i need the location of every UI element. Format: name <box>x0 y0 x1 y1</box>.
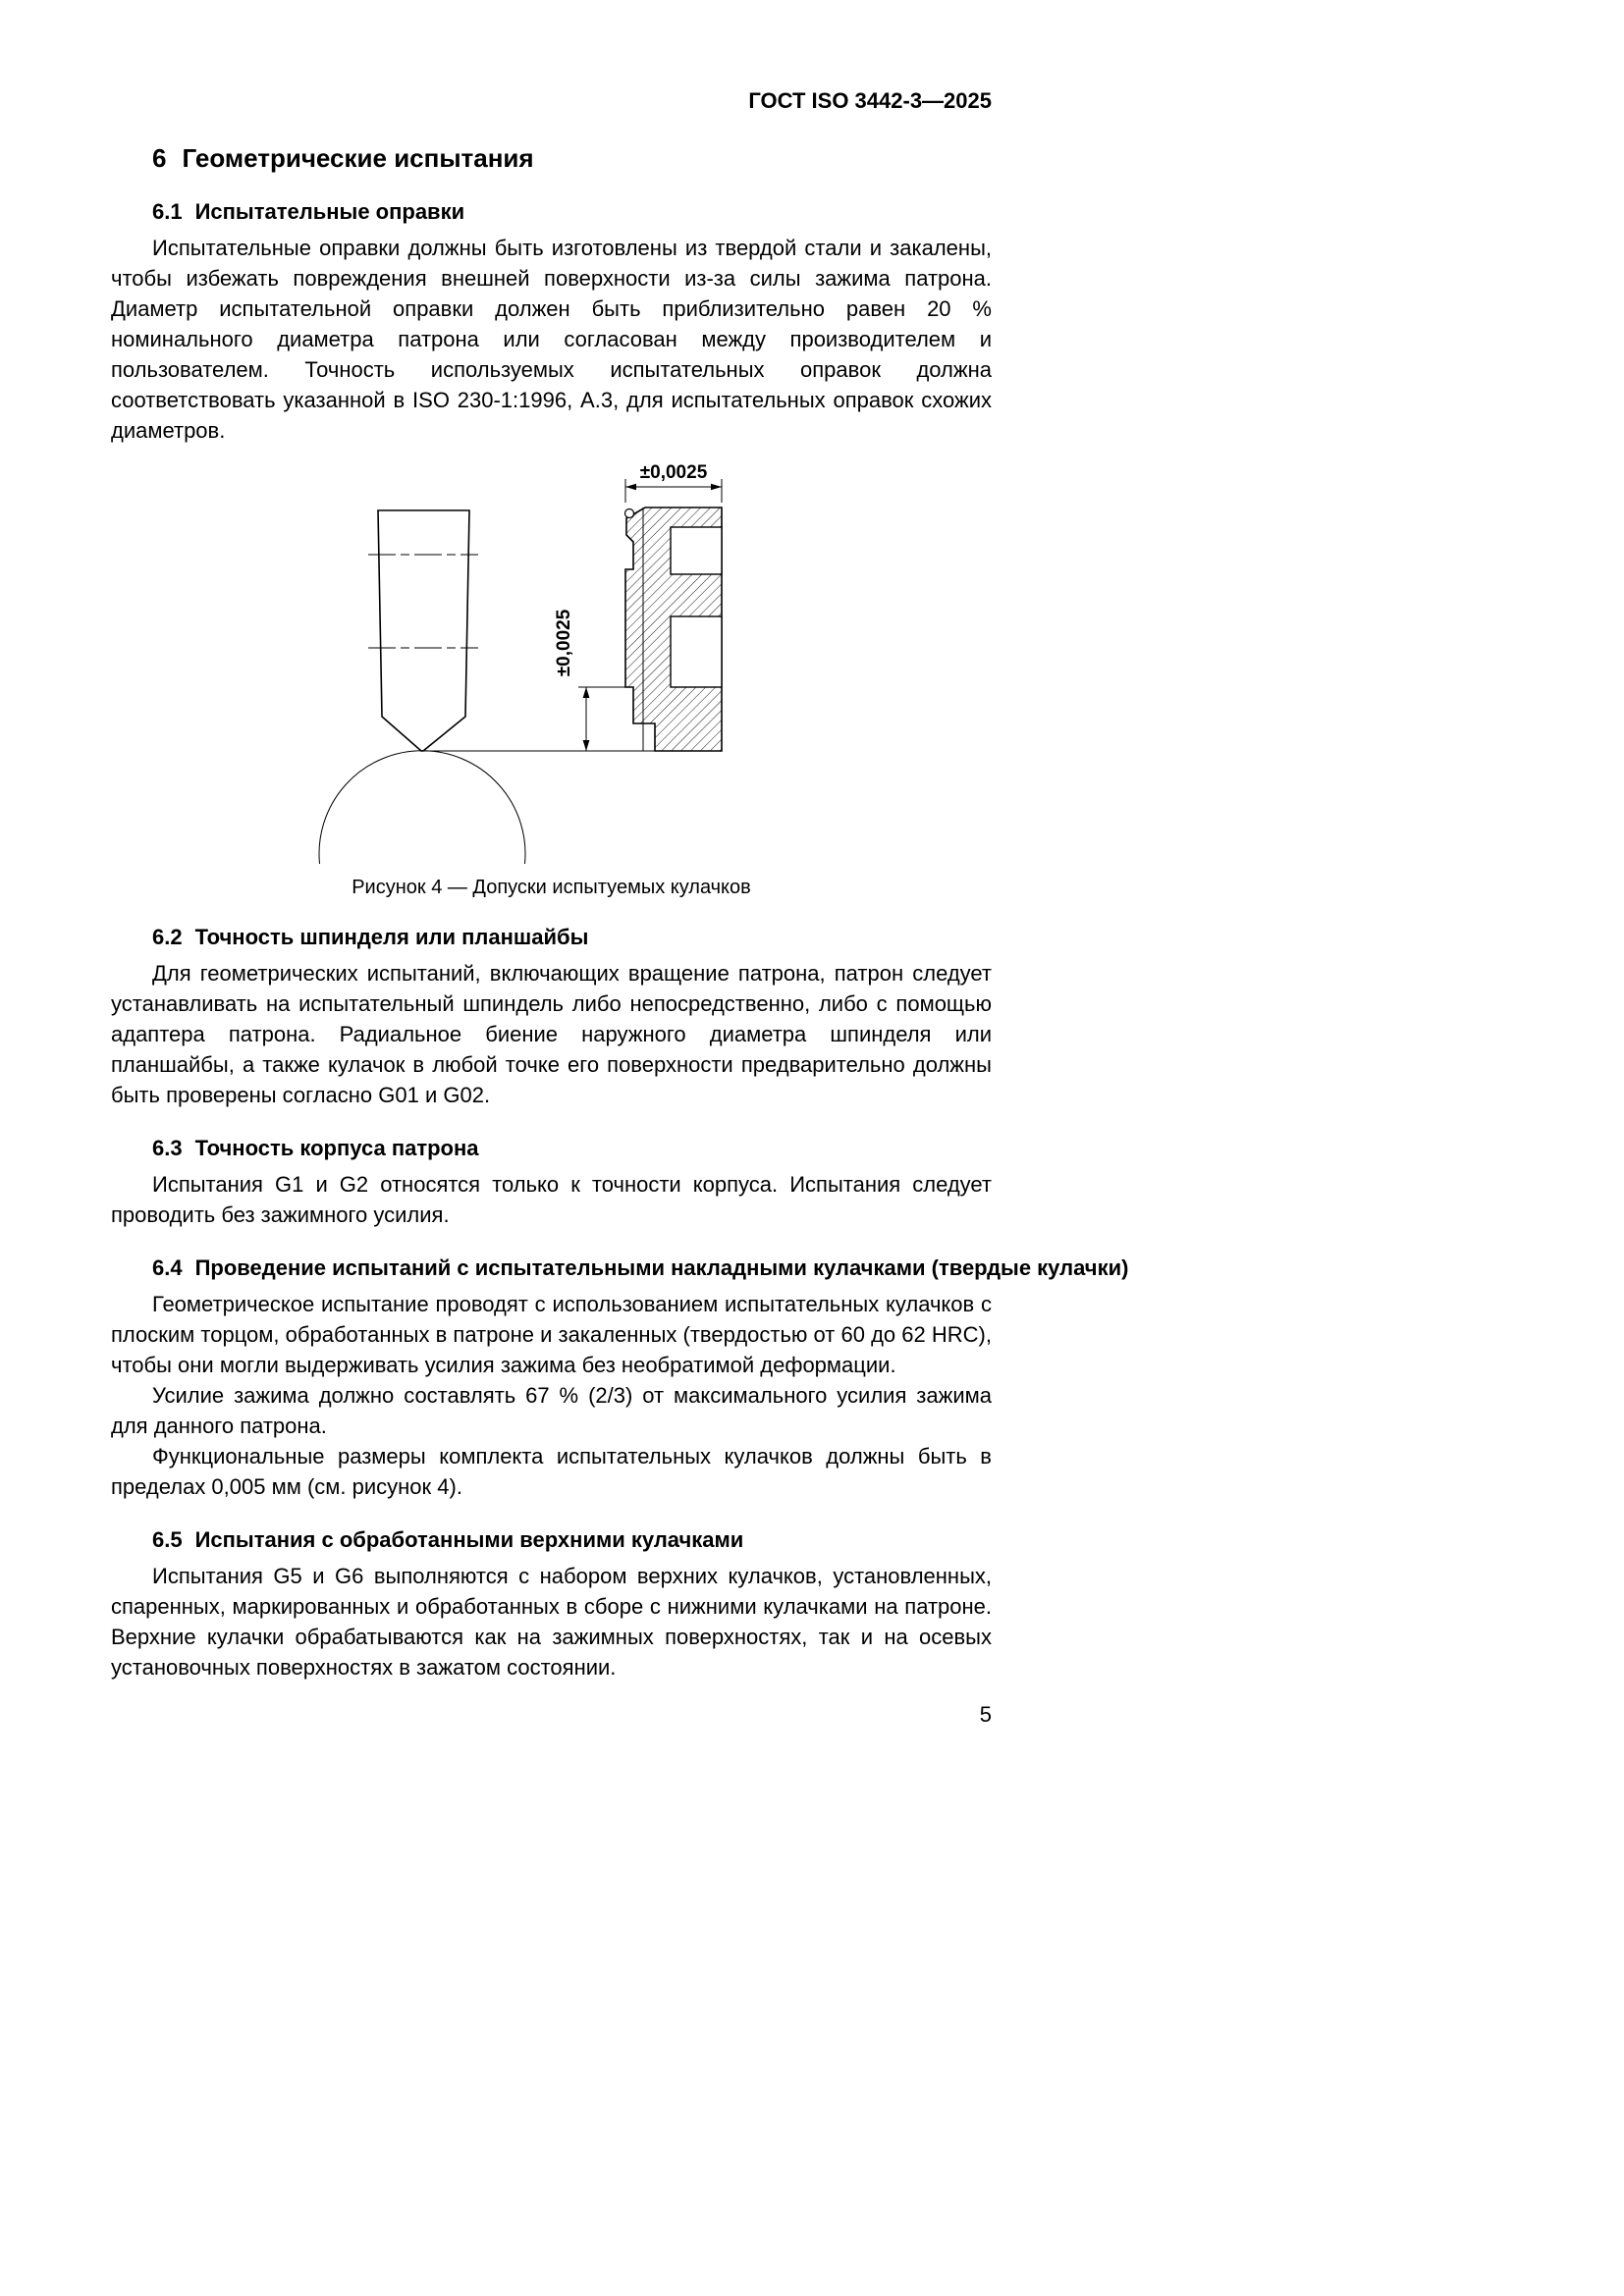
section-heading-6-4 <box>152 1255 1129 1281</box>
paragraph: Для геометрических испытаний, включающих вращение патрона, патрон следует устанавливать на испытательный шпиндель либо непосредственно, либо с помощью адаптера патрона. Радиальное биение наружного диаметра шпинделя или планшайбы, а также кулачок в любой точке его поверхности предварительно должны быть проверены согласно G01 и G02. <box>111 961 992 1107</box>
figure-4 <box>111 452 992 899</box>
chapter-heading <box>152 143 992 174</box>
jaw-slot-upper <box>671 527 722 574</box>
page-number: 5 <box>979 1702 992 1727</box>
figure-caption: Рисунок 4 — Допуски испытуемых кулачков <box>352 877 751 898</box>
section-title: Испытания с обработанными верхними кулачками <box>194 1527 744 1552</box>
section-heading-6-2 <box>152 925 992 950</box>
side-dim-arrow-up <box>583 687 590 698</box>
section-title: Точность шпинделя или планшайбы <box>194 925 589 949</box>
chapter-title: Геометрические испытания <box>182 143 534 173</box>
section-number: 6.1 <box>152 199 183 224</box>
section-title: Испытательные оправки <box>194 199 465 224</box>
top-dim-arrow-left <box>625 484 636 490</box>
paragraph: Функциональные размеры комплекта испытательных кулачков должны быть в пределах 0,005 мм (см. рисунок 4). <box>111 1444 992 1499</box>
top-dim-arrow-right <box>711 484 722 490</box>
section-number: 6.3 <box>152 1136 183 1160</box>
side-dim-arrow-down <box>583 740 590 751</box>
section-heading-6-5 <box>152 1527 992 1553</box>
tolerance-label-side: ±0,0025 <box>554 609 574 677</box>
jaw-slot-lower <box>671 616 722 687</box>
paragraph: Испытания G5 и G6 выполняются с набором верхних кулачков, установленных, спаренных, маркированных и обработанных в сборе с нижними кулачками на патроне. Верхние кулачки обрабатываются как на зажимных поверхностях, так и на осевых установочных поверхностях в зажатом состоянии. <box>111 1564 992 1680</box>
section-title: Точность корпуса патрона <box>194 1136 479 1160</box>
section-title: Проведение испытаний с испытательными накладными кулачками (твердые кулачки) <box>194 1255 1129 1280</box>
chuck-body-arc <box>319 751 525 864</box>
paragraph: Испытания G1 и G2 относятся только к точности корпуса. Испытания следует проводить без зажимного усилия. <box>111 1172 992 1227</box>
figure-4-drawing <box>309 452 741 869</box>
content-column <box>111 0 1129 1728</box>
chapter-number: 6 <box>152 143 167 173</box>
section-number: 6.2 <box>152 925 183 949</box>
test-mandrel-outline <box>378 510 469 751</box>
document-code: ГОСТ ISO 3442-3—2025 <box>748 88 992 113</box>
section-heading-6-3 <box>152 1136 992 1161</box>
paragraph: Усилие зажима должно составлять 67 % (2/3) от максимального усилия зажима для данного патрона. <box>111 1383 992 1438</box>
jaw-ball-detail <box>625 509 634 518</box>
tolerance-label-top: ±0,0025 <box>639 462 708 483</box>
section-heading-6-1 <box>152 199 992 225</box>
paragraph: Геометрическое испытание проводят с использованием испытательных кулачков с плоским торцом, обработанных в патроне и закаленных (твердостью от 60 до 62 HRC), чтобы они могли выдерживать усилия зажима без необратимой деформации. <box>111 1292 992 1377</box>
section-number: 6.4 <box>152 1255 183 1280</box>
section-number: 6.5 <box>152 1527 183 1552</box>
paragraph: Испытательные оправки должны быть изготовлены из твердой стали и закалены, чтобы избежать повреждения внешней поверхности из-за силы зажима патрона. Диаметр испытательной оправки должен быть приблизительно равен 20 % номинального диаметра патрона или согласован между производителем и пользователем. Точность используемых испытательных оправок должна соответствовать указанной в ISO 230-1:1996, А.3, для испытательных оправок схожих диаметров. <box>111 236 992 443</box>
